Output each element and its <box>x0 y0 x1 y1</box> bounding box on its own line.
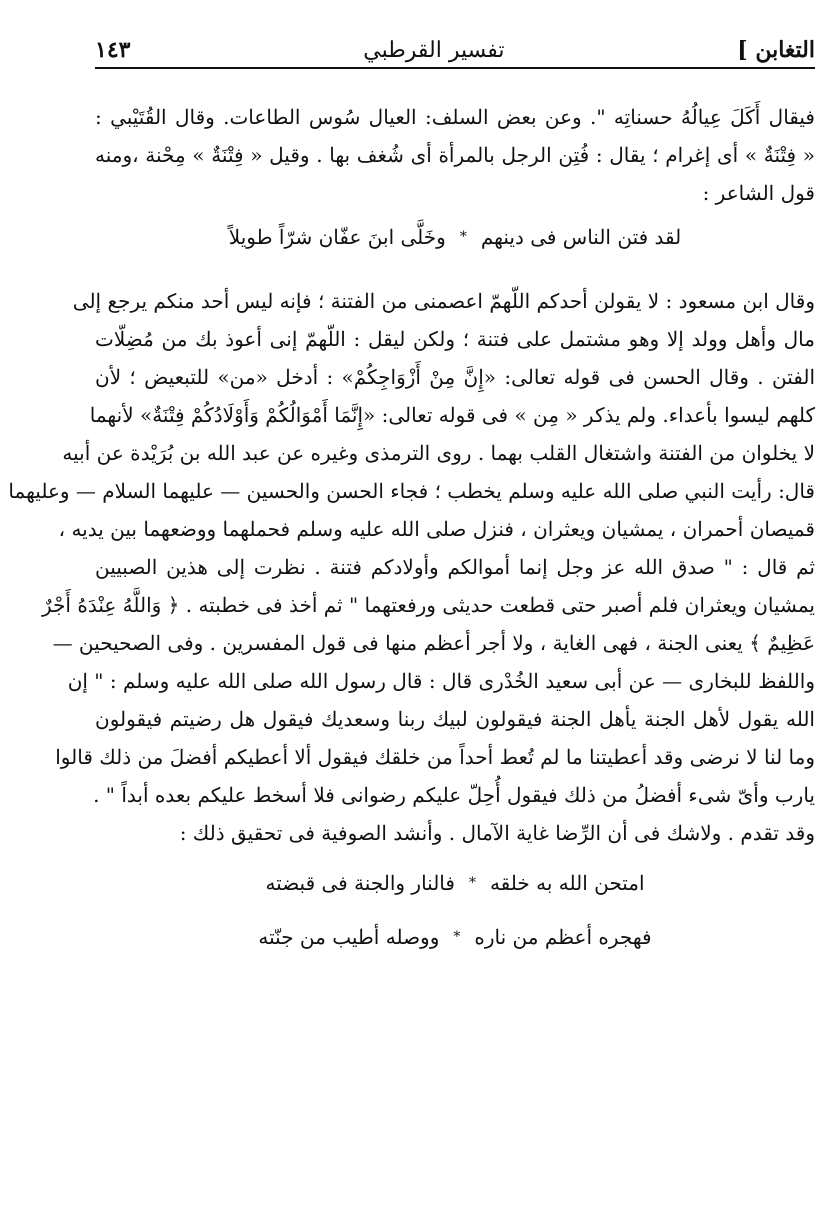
text-line: وما لنا لا نرضى وقد أعطيتنا ما لم تُعط أحداً من خلقك فيقول ألا أعطيكم أفضلَ من ذلك قالوا <box>55 745 815 769</box>
text-line: قميصان أحمران ، يمشيان ويعثران ، فنزل صلى الله عليه وسلم فحملهما ووضعهما بين يديه ، <box>58 517 815 541</box>
verse-first-hemistich: امتحن الله به خلقه <box>489 871 645 895</box>
text-line: وقال ابن مسعود : لا يقولن أحدكم اللّهمّ اعصمنى من الفتنة ؛ فإنه ليس أحد منكم يرجع إلى <box>72 289 815 313</box>
text-line: فيقال أَكَلَ عِيالُهُ حسناتِه ". وعن بعض السلف: العيال سُوس الطاعات. وقال القُتَيْبي : <box>95 105 815 129</box>
verse-second-hemistich: ووصله أطيب من جنّته <box>258 925 440 949</box>
running-header <box>95 32 815 68</box>
page-number: ١٤٣ <box>95 37 131 63</box>
text-line: قال: رأيت النبي صلى الله عليه وسلم يخطب ؛ فجاء الحسن والحسين — عليهما السلام — وعليهما <box>8 479 815 503</box>
text-line: الفتن . وقال الحسن فى قوله تعالى: «إِنَّ مِنْ أَزْوَاجِكُمْ» : أدخل «من» للتبعيض ؛ لأن <box>95 365 815 389</box>
text-line: لا يخلوان من الفتنة واشتغال القلب بهما . روى الترمذى وغيره عن عبد الله بن بُرَيْدة عن أبيه <box>62 441 815 465</box>
poem <box>95 856 815 964</box>
text-line: ثم قال : " صدق الله عز وجل إنما أموالكم وأولادكم فتنة . نظرت إلى هذين الصبيين <box>95 555 815 579</box>
text-line: كلهم ليسوا بأعداء. ولم يذكر « مِن » فى قوله تعالى: «إِنَّمَا أَمْوَالُكُمْ وَأَوْلَادُكُمْ فِتْنَةٌ» لأنهما <box>89 403 815 427</box>
text-line: يارب وأىّ شىء أفضلُ من ذلك فيقول أُحِلّ عليكم رضوانى فلا أسخط عليكم بعده أبداً " . <box>93 783 815 807</box>
book-page <box>8 20 815 1220</box>
text-line: عَظِيمٌ ﴾ يعنى الجنة ، فهى الغاية ، ولا أجر أعظم منها فى قول المفسرين . وفى الصحيحين — <box>52 631 815 655</box>
verse-separator: * <box>468 875 476 891</box>
page-body <box>8 98 815 964</box>
text-line: قول الشاعر : <box>702 181 815 205</box>
verse-first-hemistich: لقد فتن الناس فى دينهم <box>480 225 682 249</box>
verse-second-hemistich: وخَلَّى ابنَ عفّان شرّاً طويلاً <box>228 225 446 249</box>
verse-separator: * <box>453 929 461 945</box>
verse-line <box>95 856 815 910</box>
chapter-title: التغابن ] <box>737 37 815 63</box>
verse-separator: * <box>459 229 467 245</box>
verse-line <box>95 910 815 964</box>
text-line: مال وأهل وولد إلا وهو مشتمل على فتنة ؛ ولكن ليقل : اللّهمّ إنى أعوذ بك من مُضِلّات <box>95 327 815 351</box>
verse-first-hemistich: فهجره أعظم من ناره <box>474 925 652 949</box>
paragraph-1 <box>95 98 815 212</box>
spacer <box>95 262 815 282</box>
text-line: الله يقول لأهل الجنة يأهل الجنة فيقولون لبيك ربنا وسعديك فيقول هل رضيتم فيقولون <box>95 707 815 731</box>
text-line: واللفظ للبخارى — عن أبى سعيد الخُدْرى قال : قال رسول الله صلى الله عليه وسلم : " إن <box>67 669 815 693</box>
header-rule <box>95 67 815 69</box>
verse-line <box>95 212 815 262</box>
text-line: يمشيان ويعثران فلم أصبر حتى قطعت حديثى ورفعتهما " ثم أخذ فى خطبته . ﴿ وَاللَّهُ عِنْدَهُ أَجْرٌ <box>42 593 815 617</box>
text-line: وقد تقدم . ولاشك فى أن الرِّضا غاية الآمال . وأنشد الصوفية فى تحقيق ذلك : <box>179 821 815 845</box>
paragraph-2 <box>8 282 815 852</box>
text-line: « فِتْنَةٌ » أى إغرام ؛ يقال : فُتِن الرجل بالمرأة أى شُغف بها . وقيل « فِتْنَةٌ » مِحْنة ،ومنه <box>95 143 815 167</box>
verse-second-hemistich: فالنار والجنة فى قبضته <box>265 871 455 895</box>
book-title: تفسير القرطبي <box>363 37 505 63</box>
